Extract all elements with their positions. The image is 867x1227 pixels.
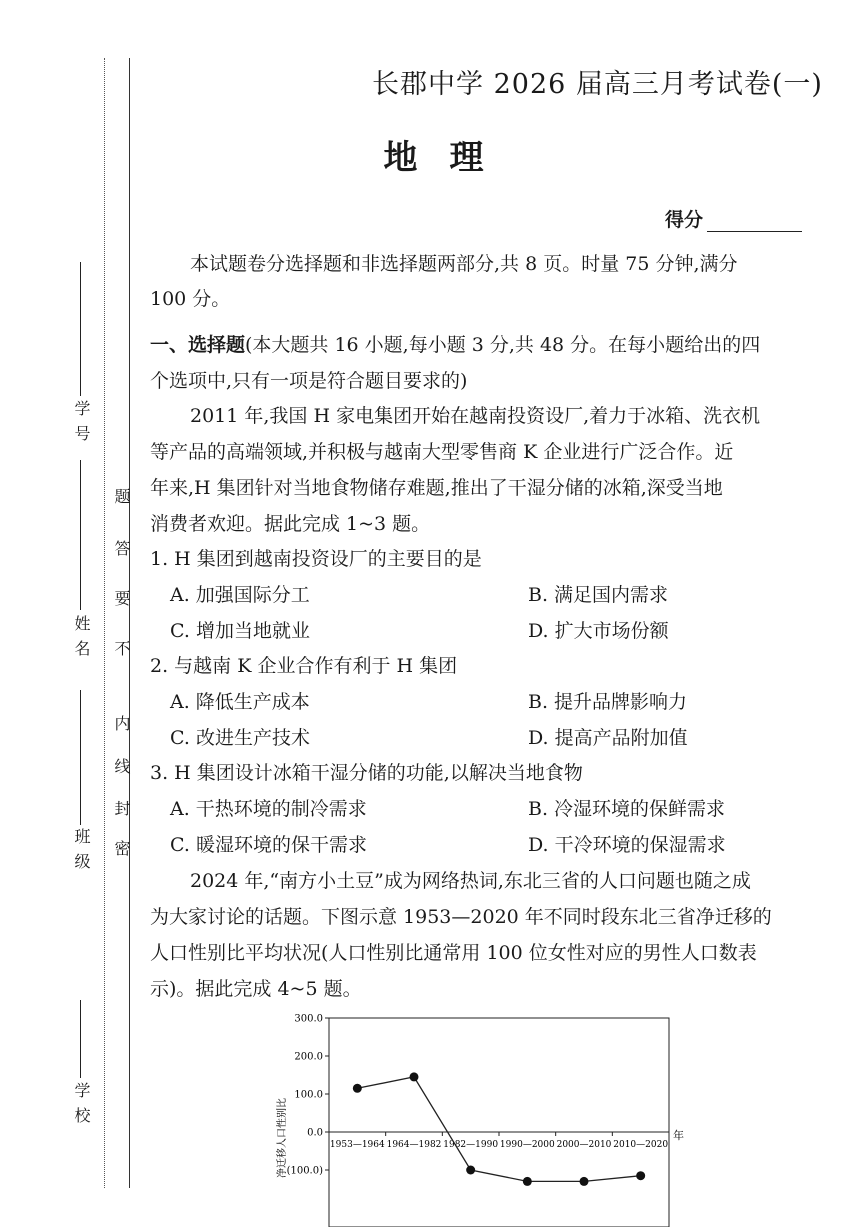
seal-char: 要 (112, 590, 131, 606)
option-b[interactable]: B. 满足国内需求 (528, 584, 669, 606)
section-description: (本大题共 16 小题,每小题 3 分,共 48 分。在每小题给出的四 (245, 334, 761, 356)
subject-title: 地理 (383, 138, 516, 178)
passage-line: 等产品的高端领域,并积极与越南大型零售商 K 企业进行广泛合作。近 (150, 441, 734, 463)
seal-char: 答 (112, 540, 131, 556)
passage-line: 2011 年,我国 H 家电集团开始在越南投资设厂,着力于冰箱、洗衣机 (190, 405, 761, 427)
option-c[interactable]: C. 暖湿环境的保干需求 (170, 834, 367, 856)
question-stem: 3. H 集团设计冰箱干湿分储的功能,以解决当地食物 (150, 762, 583, 784)
solid-binding-line (129, 58, 130, 1188)
data-point (636, 1171, 645, 1180)
student-id-field[interactable] (80, 262, 81, 396)
migration-sex-ratio-chart (265, 1008, 695, 1227)
x-tick-label: 1953—1964 (329, 1140, 385, 1150)
option-c[interactable]: C. 改进生产技术 (170, 727, 310, 749)
seal-char: 内 (112, 715, 131, 731)
section-heading-line (150, 336, 760, 355)
x-tick-label: 2000—2010 (556, 1140, 612, 1150)
option-b[interactable]: B. 提升品牌影响力 (528, 691, 688, 713)
seal-char: 密 (112, 840, 131, 856)
data-point (353, 1084, 362, 1093)
school-label: 学 校 (72, 1082, 91, 1126)
class-field[interactable] (80, 690, 81, 825)
y-tick-label: 0.0 (307, 1127, 323, 1139)
passage-line: 消费者欢迎。据此完成 1~3 题。 (150, 513, 431, 535)
section-description: 个选项中,只有一项是符合题目要求的) (150, 370, 468, 392)
data-point (466, 1166, 475, 1175)
question-stem: 1. H 集团到越南投资设厂的主要目的是 (150, 548, 482, 570)
name-field[interactable] (80, 460, 81, 610)
option-a[interactable]: A. 干热环境的制冷需求 (170, 798, 367, 820)
y-tick-label: (100.0) (286, 1165, 323, 1177)
intro-line: 本试题卷分选择题和非选择题两部分,共 8 页。时量 75 分钟,满分 (190, 253, 738, 275)
option-d[interactable]: D. 干冷环境的保湿需求 (528, 834, 726, 856)
x-tick-label: 2010—2020 (613, 1140, 669, 1150)
passage-line: 为大家讨论的话题。下图示意 1953—2020 年不同时段东北三省净迁移的 (150, 906, 772, 928)
x-tick-label: 1990—2000 (499, 1140, 555, 1150)
passage-line: 2024 年,“南方小土豆”成为网络热词,东北三省的人口问题也随之成 (190, 870, 751, 892)
seal-char: 封 (112, 800, 131, 816)
option-c[interactable]: C. 增加当地就业 (170, 620, 310, 642)
score-area (665, 205, 802, 232)
passage-line: 年来,H 集团针对当地食物储存难题,推出了干湿分储的冰箱,深受当地 (150, 477, 723, 499)
passage-line: 示)。据此完成 4~5 题。 (150, 978, 362, 1000)
data-point (580, 1177, 589, 1186)
option-d[interactable]: D. 扩大市场份额 (528, 620, 669, 642)
y-tick-label: 300.0 (294, 1013, 323, 1025)
option-a[interactable]: A. 加强国际分工 (170, 584, 310, 606)
series-line (357, 1077, 640, 1182)
name-label: 姓 名 (72, 615, 91, 659)
section-heading: 一、选择题 (150, 334, 246, 356)
score-field[interactable] (707, 213, 802, 232)
exam-title: 长郡中学 2026 届高三月考试卷(一) (372, 69, 823, 100)
option-b[interactable]: B. 冷湿环境的保鲜需求 (528, 798, 726, 820)
school-field[interactable] (80, 1000, 81, 1078)
question-stem: 2. 与越南 K 企业合作有利于 H 集团 (150, 655, 458, 677)
y-tick-label: 200.0 (294, 1051, 323, 1063)
passage-line: 人口性别比平均状况(人口性别比通常用 100 位女性对应的男性人口数表 (150, 942, 757, 964)
data-point (410, 1072, 419, 1081)
class-label: 班 级 (72, 828, 91, 872)
x-axis-unit: 年 (673, 1129, 684, 1142)
student-id-label: 学 号 (72, 400, 91, 444)
intro-line: 100 分。 (150, 288, 231, 310)
y-axis-label: 净迁移人口性别比 (277, 1098, 288, 1178)
y-tick-label: 100.0 (294, 1089, 323, 1101)
dotted-binding-line (104, 58, 105, 1188)
option-a[interactable]: A. 降低生产成本 (170, 691, 310, 713)
x-tick-label: 1982—1990 (443, 1140, 499, 1150)
plot-frame (329, 1018, 669, 1227)
seal-char: 不 (112, 640, 131, 656)
x-tick-label: 1964—1982 (386, 1140, 442, 1150)
score-label: 得分 (665, 209, 704, 231)
seal-char: 线 (112, 758, 131, 774)
seal-char: 题 (112, 488, 131, 504)
data-point (523, 1177, 532, 1186)
option-d[interactable]: D. 提高产品附加值 (528, 727, 688, 749)
binding-margin (0, 0, 132, 1227)
